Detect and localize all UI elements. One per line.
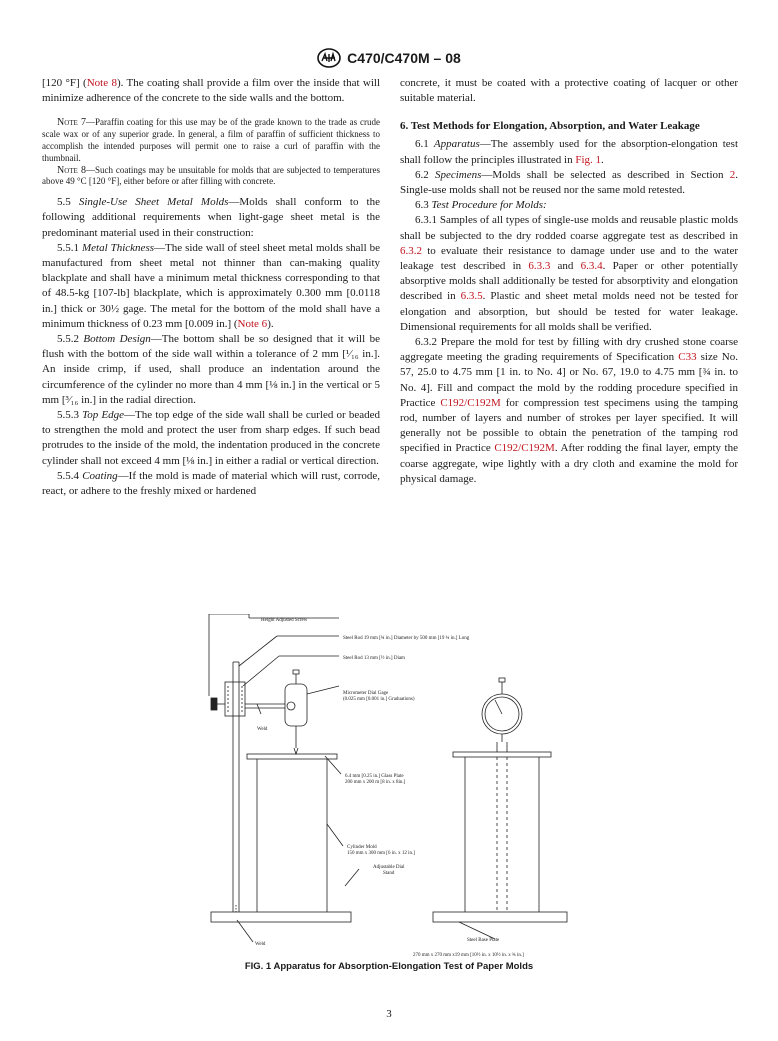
label-weld-upper: Weld <box>257 727 268 732</box>
c192-link[interactable]: C192/C192M <box>440 396 501 409</box>
left-glass-plate <box>247 754 337 759</box>
note-7: Note 7—Paraffin coating for this use may be of the grade known to the trade as crude scale wax or of any superior grade. In general, a film of paraffin of sufficient thickness to accomplish the intended purposes will permit one to raise a curl of paraffin with the thumbnail. <box>42 117 380 163</box>
c192-link-2[interactable]: C192/C192M <box>494 442 555 455</box>
dial-gage-side <box>285 684 307 726</box>
astm-logo-icon <box>317 48 341 68</box>
section-6-heading: 6. Test Methods for Elongation, Absorption, and Water Leakage <box>400 120 700 133</box>
label-height-screw: Height Adjusted Screw <box>261 618 308 623</box>
fig-1-link[interactable]: Fig. 1 <box>575 153 602 166</box>
note-8: Note 8—Such coatings may be unsuitable for molds that are subjected to temperatures above 49 °C [120 °F], either before or after filling with concrete. <box>42 164 380 187</box>
label-glass-plate-size: 200 mm x 200 m [8 in. x 8in.] <box>345 780 406 785</box>
label-dial-gage: Micrometer Dial Gage <box>343 691 389 696</box>
label-stand: Stand <box>383 871 395 876</box>
note-8-link[interactable]: Note 8 <box>86 77 117 89</box>
note-6-link[interactable]: Note 6 <box>237 317 268 330</box>
label-base-plate-size: 270 mm x 270 mm x19 mm [10½ in. x 10½ in. x ¾ in.] <box>413 953 524 958</box>
document-designation: C470/C470M – 08 <box>347 50 461 66</box>
label-weld-lower: Weld <box>255 942 266 947</box>
section-5-5: 5.5 Single-Use Sheet Metal Molds—Molds shall conform to the following additional requirements when light-gage sheet metal is the predominant material used in their construction: <box>42 196 380 239</box>
label-steel-rod-19: Steel Rod 19 mm [¾ in.] Diameter by 500 mm [19 ¾ in.] Long <box>343 636 470 641</box>
section-2-link[interactable]: 2 <box>729 168 736 181</box>
section-6-3: 6.3 Test Procedure for Molds: <box>415 199 547 212</box>
label-adjustable-dial: Adjustable Dial <box>373 865 405 870</box>
section-6-3-2: 6.3.2 Prepare the mold for test by filling with dry crushed stone coarse aggregate meeting the grading requirements of Specification C33 size No. 57, 25.0 to 4.75 mm [1 in. to No. 4] or No. 67, 19.0 to 4.75 mm [¾ in. to No. 4]. Fill and compact the mold by the rodding procedure specified in Practice C192/C192M for compression test specimens using the tamping rod, number of layers and number of strokes per layer specified. It will generally not be possible to obtain the penetration of the tamping rod specified in Practice C192/C192M. After rodding the final layer, empty the coarse aggregate, wipe lightly with a dry cloth and examine the mold for physical damage. <box>400 336 739 485</box>
section-5-5-2: 5.5.2 Bottom Design—The bottom shall be so designed that it will be flush with the bottom of the side wall within a tolerance of 2 mm [¹⁄₁₆ in.]. An inside crimp, if used, shall produce an indentation around the circumference of the cylinder no more than 4 mm [⅛ in.] in the vertical or 5 mm [³⁄₁₆ in.] in the radial direction. <box>42 333 380 406</box>
right-column <box>400 76 738 487</box>
height-screw-knob <box>211 698 217 710</box>
section-5-5-1: 5.5.1 Metal Thickness—The side wall of steel sheet metal molds shall be manufactured from sheet metal not thinner than can-making quality blackplate and shall have a minimum metal thickness corresponding to that of 48.5-kg [107-lb] blackplate, which is approximately 0.300 mm [0.0118 in.] thick or 30½ gage. The metal for the bottom of the mold shall have a minimum thickness of 0.23 mm [0.009 in.] (Note 6). <box>42 241 381 330</box>
ref-6-3-2-link[interactable]: 6.3.2 <box>400 244 422 257</box>
section-6-1: 6.1 Apparatus—The assembly used for the absorption-elongation test shall follow the principles illustrated in Fig. 1. <box>400 138 739 166</box>
left-base-plate <box>211 912 351 922</box>
section-6-3-1: 6.3.1 Samples of all types of single-use molds and reusable plastic molds shall be subjected to the dry rodded coarse aggregate test as described in 6.3.2 to evaluate their resistance to damage under use and to the water leakage test described in 6.3.3 and 6.3.4. Paper or other potentially absorptive molds shall additionally be tested for absorptivity and elongation described in 6.3.5. Plastic and sheet metal molds need not be tested for elongation and absorption, but should be tested for water leakage. Dimensional requirements for all molds shall be verified. <box>400 214 738 333</box>
apparatus-figure <box>195 614 585 964</box>
right-glass-plate <box>453 752 551 757</box>
label-dial-gage-grad: (0.025 mm [0.001 in.] Graduations) <box>343 697 415 702</box>
section-5-5-4: 5.5.4 Coating—If the mold is made of material which will rust, corrode, react, or adhere to the freshly mixed or hardened <box>42 469 380 498</box>
ref-6-3-5-link[interactable]: 6.3.5 <box>460 290 483 303</box>
label-cylinder-mold: Cylinder Mold <box>347 845 377 850</box>
left-column <box>42 76 380 499</box>
paragraph-coating-cont: [120 °F] (Note 8). The coating shall provide a film over the inside that will minimize adherence of the concrete to the side walls and the bottom. <box>42 77 380 105</box>
label-glass-plate: 6.4 mm [0.25 in.] Glass Plate <box>345 774 404 779</box>
section-6-2: 6.2 Specimens—Molds shall be selected as described in Section 2. Single-use molds shall not be reused nor the same mold retested. <box>400 168 739 197</box>
page-number: 3 <box>386 1008 392 1020</box>
ref-6-3-3-link[interactable]: 6.3.3 <box>528 260 551 273</box>
c33-link[interactable]: C33 <box>678 351 697 364</box>
figure-caption: FIG. 1 Apparatus for Absorption-Elongation Test of Paper Molds <box>244 961 534 972</box>
section-5-5-3: 5.5.3 Top Edge—The top edge of the side wall shall be curled or beaded to strengthen the mold and protect the user from sharp edges. If such bead protrudes to the inside of the mold, the indentation produced in the concrete cylinder shall not exceed 4 mm [⅛ in.] in either a radial or vertical direction. <box>42 409 380 467</box>
label-steel-rod-13: Steel Rod 13 mm [½ in.] Diam <box>343 656 405 661</box>
right-base-plate <box>433 912 567 922</box>
paragraph-coating-end: concrete, it must be coated with a protective coating of lacquer or other suitable material. <box>400 77 738 105</box>
label-base-plate: Steel Base Plate <box>467 938 500 943</box>
ref-6-3-4-link[interactable]: 6.3.4 <box>580 260 603 273</box>
label-cylinder-size: 150 mm x 300 mm [6 in. x 12 in.] <box>347 851 415 856</box>
page-header <box>0 48 778 68</box>
